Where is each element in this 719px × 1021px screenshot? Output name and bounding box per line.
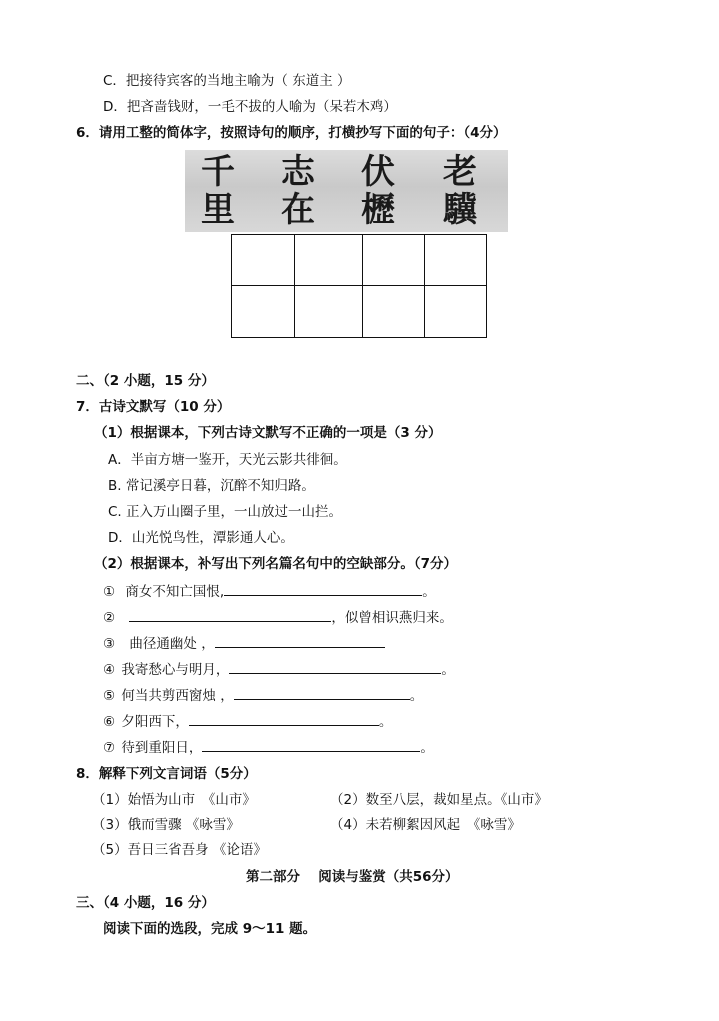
answer-grid [231, 234, 487, 338]
item-text: 商女不知亡国恨, [125, 584, 225, 600]
item-text: 夕阳西下， [121, 714, 189, 730]
item-text: 待到重阳日， [121, 740, 203, 756]
calligraphy-char: 驥 [443, 190, 477, 230]
term-item: （3）俄而雪骤 《咏雪》 [92, 817, 240, 833]
fill-item [103, 582, 436, 601]
answer-cell[interactable] [363, 286, 425, 338]
answer-cell[interactable] [363, 235, 425, 286]
answer-cell[interactable] [425, 286, 487, 338]
term-item: （1）始悟为山市 《山市》 [92, 792, 256, 808]
answer-blank[interactable] [189, 712, 379, 726]
item-text: 。 [378, 714, 393, 730]
question-8-title: 8．解释下列文言词语（5分） [76, 766, 257, 782]
item-text: 曲径通幽处 ， [129, 636, 215, 652]
answer-cell[interactable] [232, 286, 295, 338]
item-number: ② [103, 610, 116, 626]
question-7-part-2-title: （2）根据课本，补写出下列名篇名句中的空缺部分。（7分） [94, 556, 458, 572]
item-text: 何当共剪西窗烛 ， [121, 688, 234, 704]
answer-blank[interactable] [224, 582, 422, 596]
calligraphy-char: 伏 [361, 152, 395, 192]
fill-item [103, 738, 434, 757]
option-a: A．半亩方塘一鉴开，天光云影共徘徊。 [108, 452, 347, 468]
calligraphy-image [185, 150, 508, 232]
fill-item [103, 634, 385, 653]
answer-blank[interactable] [129, 608, 331, 622]
option-d: D．把吝啬钱财，一毛不拔的人喻为（呆若木鸡） [103, 99, 397, 115]
item-number: ⑥ [103, 714, 116, 730]
term-item: （2）数至八层，裁如星点。《山市》 [330, 792, 548, 808]
item-text: ，似曾相识燕归来。 [331, 610, 453, 626]
option-b: B. 常记溪亭日暮，沉醉不知归路。 [108, 478, 315, 494]
fill-item [103, 686, 423, 705]
calligraphy-char: 里 [201, 190, 235, 230]
calligraphy-char: 老 [443, 152, 477, 192]
item-number: ⑤ [103, 688, 116, 704]
answer-cell[interactable] [232, 235, 295, 286]
question-6-prompt: 6．请用工整的简体字，按照诗句的顺序，打横抄写下面的句子：（4分） [76, 125, 507, 141]
answer-cell[interactable] [295, 235, 363, 286]
item-text: 。 [422, 584, 436, 600]
option-c: C．把接待宾客的当地主喻为（ 东道主 ） [103, 73, 351, 89]
section-3-intro: 阅读下面的选段，完成 9～11 题。 [103, 921, 317, 937]
answer-blank[interactable] [229, 660, 441, 674]
calligraphy-char: 志 [281, 152, 315, 192]
part-2-heading: 第二部分 阅读与鉴赏（共56分） [246, 869, 459, 885]
fill-item [103, 660, 455, 679]
term-item: （5）吾日三省吾身 《论语》 [92, 842, 267, 858]
answer-cell[interactable] [425, 235, 487, 286]
item-number: ⑦ [103, 740, 116, 756]
calligraphy-char: 在 [281, 190, 315, 230]
calligraphy-char: 千 [201, 152, 235, 192]
question-7-title: 7．古诗文默写（10 分） [76, 399, 231, 415]
fill-item [103, 712, 392, 731]
item-text: 。 [420, 740, 434, 756]
term-item: （4）未若柳絮因风起 《咏雪》 [330, 817, 521, 833]
option-c: C. 正入万山圈子里，一山放过一山拦。 [108, 504, 343, 520]
item-number: ④ [103, 662, 116, 678]
calligraphy-char: 櫪 [361, 190, 395, 230]
question-7-part-1-title: （1）根据课本，下列古诗文默写不正确的一项是（3 分） [94, 425, 442, 441]
item-number: ③ [103, 636, 116, 652]
answer-blank[interactable] [234, 686, 410, 700]
answer-cell[interactable] [295, 286, 363, 338]
answer-blank[interactable] [202, 738, 420, 752]
item-text: 我寄愁心与明月， [121, 662, 230, 678]
answer-blank[interactable] [215, 634, 385, 648]
fill-item [103, 608, 453, 627]
section-2-heading: 二、（2 小题，15 分） [76, 373, 215, 389]
item-text: 。 [409, 688, 424, 704]
item-text: 。 [441, 662, 455, 678]
option-d: D．山光悦鸟性，潭影通人心。 [108, 530, 294, 546]
item-number: ① [103, 584, 116, 600]
section-3-heading: 三、（4 小题，16 分） [76, 895, 215, 911]
